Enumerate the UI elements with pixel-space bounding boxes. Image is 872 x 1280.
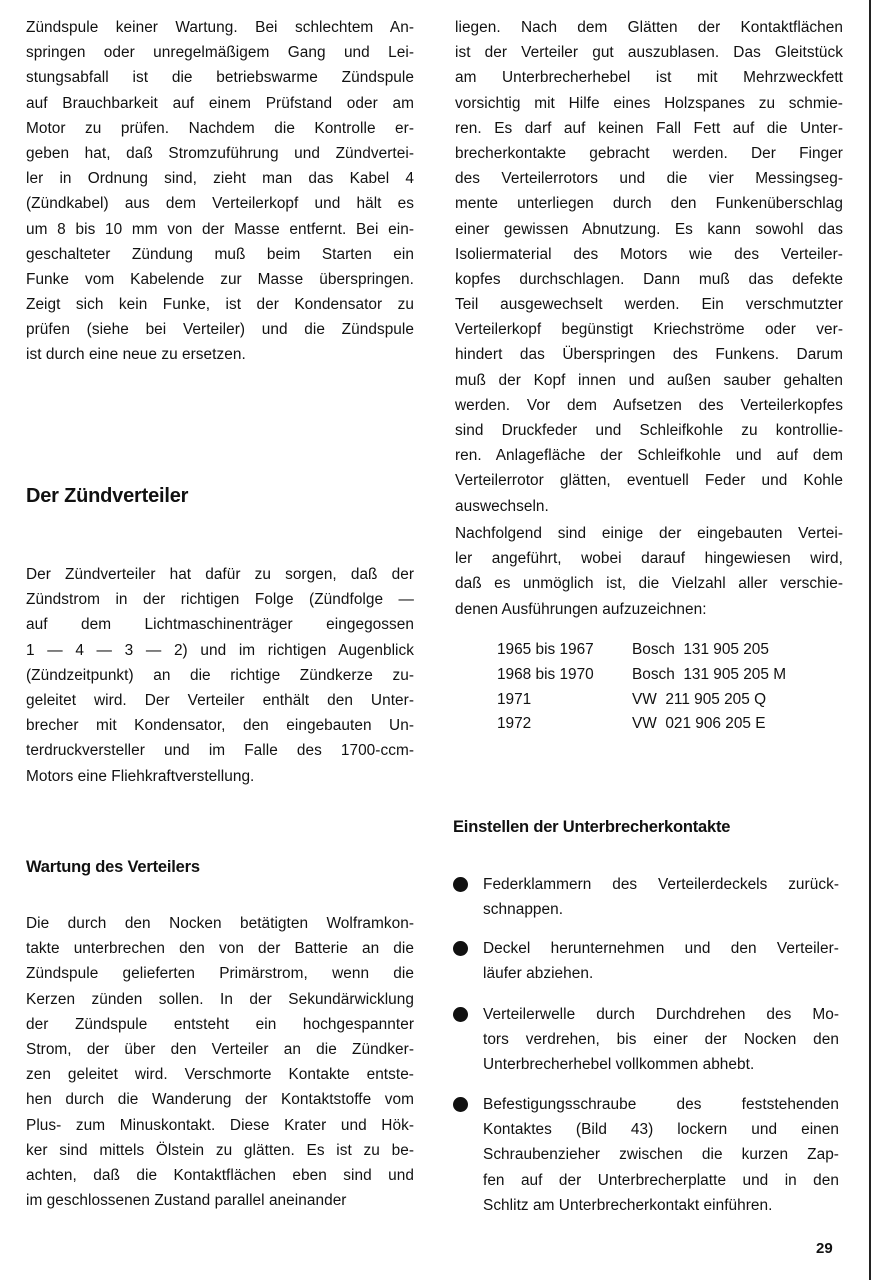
text-line: ren. Es darf auf keinen Fall Fett auf die Unter- [455,119,843,137]
text-line: Zündspule gelieferten Primärstrom, wenn die [26,965,414,983]
text-line: Schlitz am Unterbrecherkontakt einführen. [483,1196,773,1214]
text-line: springen oder unregelmäßigem Gang und Lei- [26,44,414,62]
text-line: kopfes durchschlagen. Dann muß das defekte [455,270,843,288]
text-line: Nachfolgend sind einige der eingebauten Vertei- [455,525,843,542]
continuation-paragraph [455,15,843,519]
text-line: Zeigt sich kein Funke, ist der Kondensator zu [26,296,414,314]
text-line: Strom, der über den Verteiler an die Zündker- [26,1040,414,1058]
text-line: läufer abziehen. [483,965,594,983]
table-row [497,688,872,713]
table-cell-years: 1965 bis 1967 [497,641,594,658]
table-cell-years: 1968 bis 1970 [497,665,594,683]
text-line: vorsichtig mit Hilfe eines Holzspanes zu schmie- [455,94,843,112]
text-line: geben hat, daß Stromzuführung und Zündvertei- [26,144,414,162]
text-line: hindert das Überspringen des Funkens. Darum [455,346,843,364]
list-item-text [483,872,839,922]
text-line: auf dem Lichtmaschinenträger eingegossen [26,616,414,634]
bullet-icon [453,941,468,956]
text-line: Funke vom Kabelende zur Masse überspringen. [26,270,414,288]
table-cell-part: Bosch 131 905 205 [632,641,769,658]
text-line: Verteilerkopf begünstigt Kriechströme oder ver- [455,321,843,339]
heading-wartung: Wartung des Verteilers [26,858,200,876]
bullet-icon [453,1007,468,1022]
text-line: hen durch die Wanderung der Kontaktstoffe vom [26,1091,414,1109]
text-line: Die durch den Nocken betätigten Wolframkon- [26,915,414,932]
text-line: um 8 bis 10 mm von der Masse entfernt. Bei ein- [26,220,414,238]
text-line: (Zündkabel) aus dem Verteilerkopf und hält es [26,195,414,213]
text-line: Der Zündverteiler hat dafür zu sorgen, daß der [26,566,414,583]
text-line: der Zündspule entsteht ein hochgespannter [26,1015,414,1033]
text-line: achten, daß die Kontaktflächen eben sind und [26,1166,414,1184]
text-line: im geschlossenen Zustand parallel aneinander [26,1192,347,1210]
heading-einstellen: Einstellen der Unterbrecherkontakte [453,818,731,836]
text-line: zen geleitet wird. Verschmorte Kontakte entste- [26,1066,414,1084]
bullet-icon [453,1097,468,1112]
zuendverteiler-paragraph [26,562,414,789]
text-line: Motor zu prüfen. Nachdem die Kontrolle er- [26,119,414,137]
text-line: Teil ausgewechselt werden. Ein verschmutzter [455,296,843,314]
table-row [497,638,872,663]
text-line: terdruckversteller und im Falle des 1700-ccm- [26,742,414,760]
text-line: daß es unmöglich ist, die Vielzahl aller verschie- [455,575,843,593]
wartung-paragraph [26,911,414,1213]
text-line: liegen. Nach dem Glätten der Kontaktflächen [455,19,843,36]
text-line: geleitet wird. Der Verteiler enthält den Unter- [26,691,414,709]
text-line: ren. Anlagefläche der Schleifkohle und auf dem [455,447,843,465]
table-cell-years: 1971 [497,690,532,708]
text-line: am Unterbrecherhebel ist mit Mehrzweckfett [455,69,843,87]
text-line: Isoliermaterial des Motors wie des Verteiler- [455,245,843,263]
text-line: denen Ausführungen aufzuzeichnen: [455,600,707,618]
list-item-text [483,1092,839,1218]
list-intro-paragraph [455,521,843,622]
text-line: schnappen. [483,901,564,919]
list-item-text [483,1002,839,1078]
text-line: auswechseln. [455,497,549,515]
text-line: ler in Ordnung sind, zieht man das Kabel 4 [26,170,414,188]
text-line: sind Druckfeder und Schleifkohle zu kontrollie- [455,422,843,439]
text-line: Federklammern des Verteilerdeckels zurück- [483,876,839,893]
text-line: prüfen (siehe bei Verteiler) und die Zündspule [26,321,414,339]
text-line: brecherkontakte gebracht werden. Der Finger [455,144,843,162]
table-cell-years: 1972 [497,715,532,733]
page-number: 29 [816,1240,833,1257]
table-cell-part: Bosch 131 905 205 M [632,665,787,683]
text-line: ler angeführt, wobei darauf hingewiesen wird, [455,550,843,568]
text-line: Zündstrom in der richtigen Folge (Zündfolge — [26,591,414,609]
text-line: ist durch eine neue zu ersetzen. [26,346,246,364]
bullet-icon [453,877,468,892]
text-line: tors verdrehen, bis einer der Nocken den [483,1031,839,1049]
text-line: Plus- zum Minuskontakt. Diese Krater und Hök- [26,1116,414,1134]
text-line: Deckel herunternehmen und den Verteiler- [483,940,839,957]
text-line: auf Brauchbarkeit auf einem Prüfstand oder am [26,94,414,112]
text-line: ker sind mittels Ölstein zu glätten. Es ist zu be- [26,1141,414,1159]
text-line: takte unterbrechen den von der Batterie an die [26,940,414,958]
text-line: Kerzen zünden sollen. In der Sekundärwicklung [26,990,414,1008]
text-line: ist der Verteiler gut auszublasen. Das Gleitstück [455,44,843,62]
intro-paragraph [26,15,414,368]
text-line: Zündspule keiner Wartung. Bei schlechtem An- [26,19,414,36]
text-line: 1 — 4 — 3 — 2) und im richtigen Augenblick [26,641,414,659]
text-line: des Verteilerrotors und die vier Messingseg- [455,170,843,188]
text-line: Befestigungsschraube des feststehenden [483,1096,839,1113]
text-line: fen auf der Unterbrecherplatte und in den [483,1171,839,1189]
heading-zuendverteiler: Der Zündverteiler [26,485,189,507]
table-row [497,712,872,737]
text-line: brecher mit Kondensator, den eingebauten Un- [26,717,414,735]
text-line: Verteilerrotor glätten, eventuell Feder und Kohle [455,472,843,490]
table-cell-part: VW 211 905 205 Q [632,690,767,708]
text-line: einer gewissen Abnutzung. Es kann sowohl das [455,220,843,238]
text-line: muß der Kopf innen und außen sauber gehalten [455,371,843,389]
text-line: stungsabfall ist die betriebswarme Zündspule [26,69,414,87]
text-line: geschalteter Zündung muß beim Starten ein [26,245,414,263]
text-line: (Zündzeitpunkt) an die richtige Zündkerze zu- [26,666,414,684]
text-line: werden. Vor dem Aufsetzen des Verteilerkopfes [455,396,843,414]
distributor-table [497,638,872,737]
text-line: Kontaktes (Bild 43) lockern und einen [483,1121,839,1139]
text-line: Motors eine Fliehkraftverstellung. [26,767,255,785]
list-item-text [483,936,839,986]
text-line: Unterbrecherhebel vollkommen abhebt. [483,1056,755,1074]
text-line: Schraubenzieher zwischen die kurzen Zap- [483,1146,839,1164]
text-line: Verteilerwelle durch Durchdrehen des Mo- [483,1006,839,1023]
table-row [497,663,872,688]
text-line: mente unterliegen durch den Funkenüberschlag [455,195,843,213]
table-cell-part: VW 021 906 205 E [632,715,766,733]
